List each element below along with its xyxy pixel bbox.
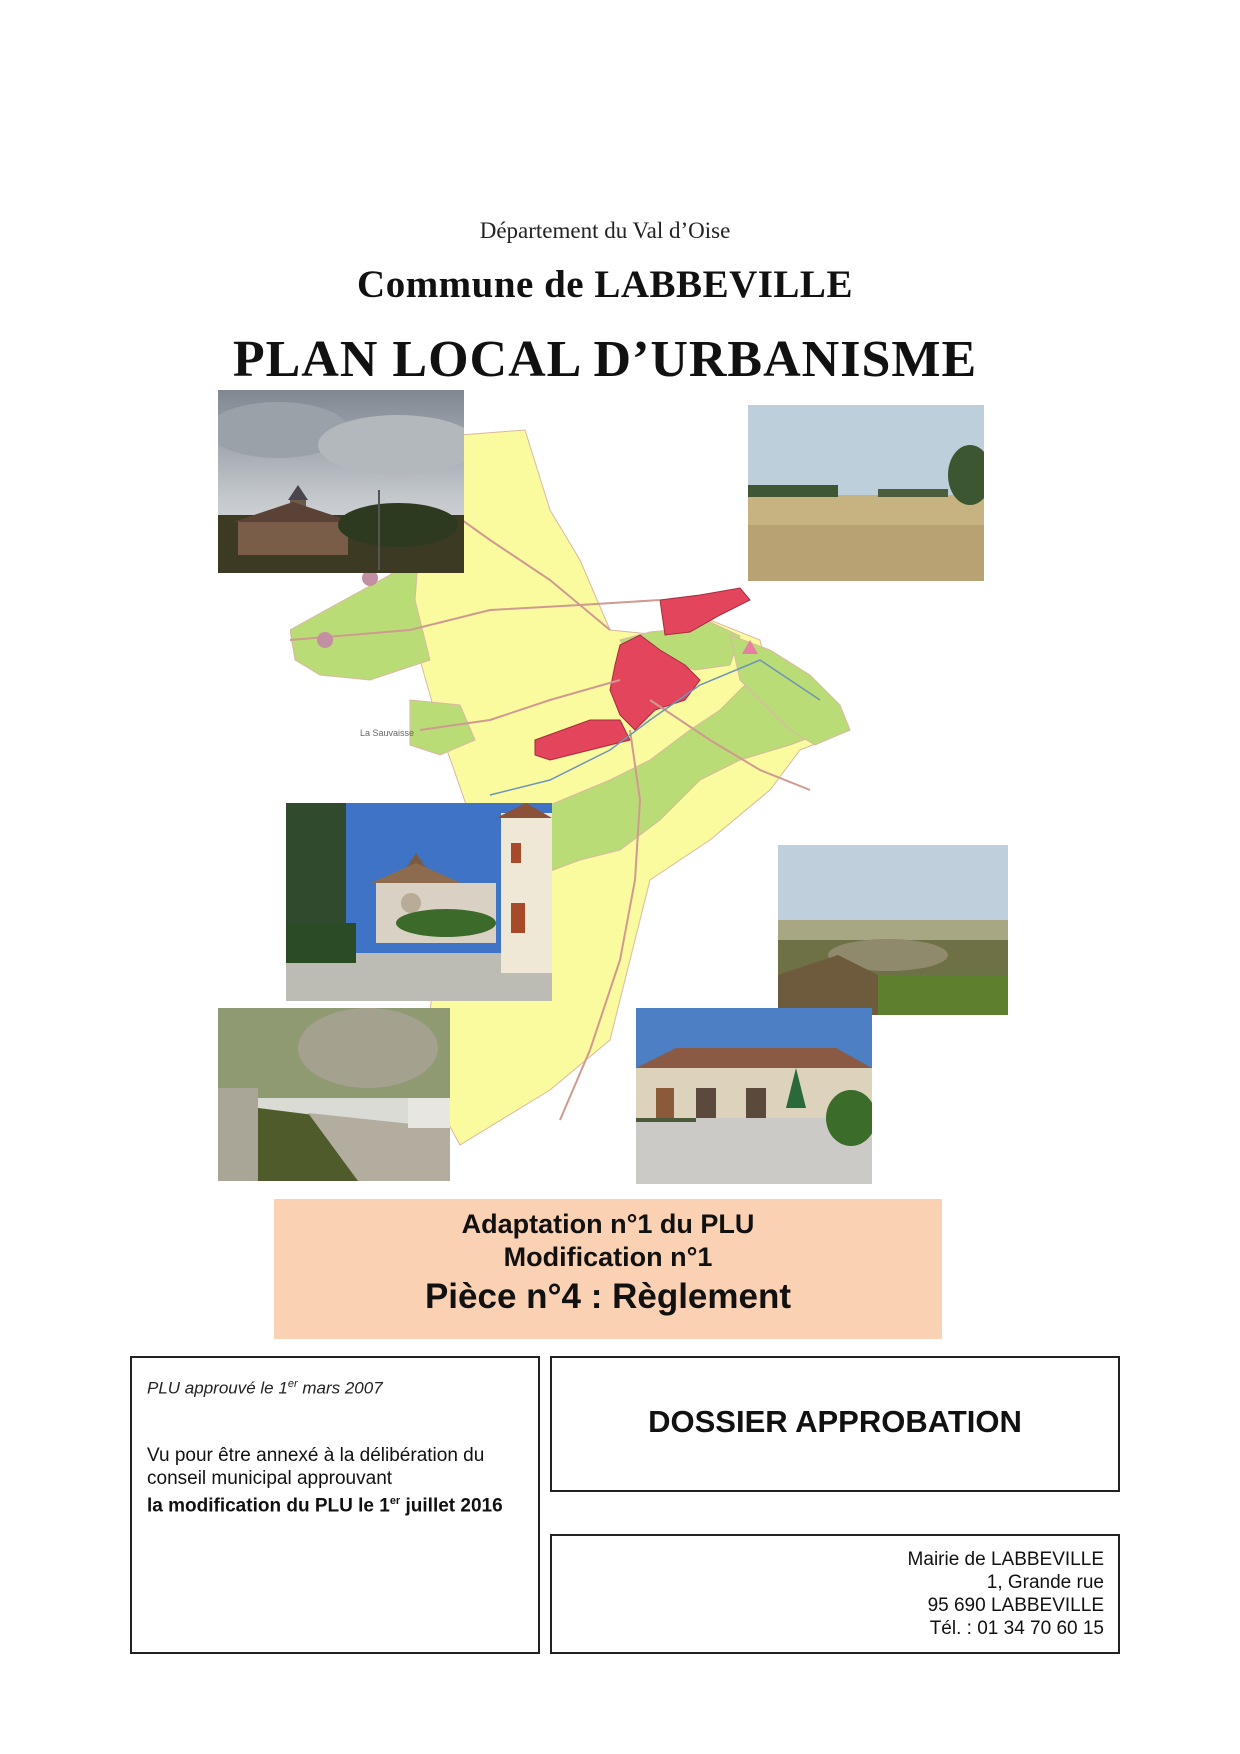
document-title: PLAN LOCAL D’URBANISME xyxy=(232,331,978,388)
annex-text xyxy=(147,1444,503,1517)
photo-field xyxy=(748,405,984,581)
annex-bold-prefix: la modification du PLU le 1 xyxy=(147,1495,390,1517)
map-marker xyxy=(317,632,333,648)
address-line-1: Mairie de LABBEVILLE xyxy=(907,1549,1104,1570)
annex-bold-suffix: juillet 2016 xyxy=(400,1495,503,1517)
address-line-4: Tél. : 01 34 70 60 15 xyxy=(929,1618,1104,1639)
annex-line-1: Vu pour être annexé à la délibération du xyxy=(147,1445,485,1466)
photo-path xyxy=(218,1008,450,1181)
approval-date-prefix: PLU approuvé le 1 xyxy=(147,1378,288,1398)
department-heading: Département du Val d’Oise xyxy=(479,218,731,243)
document-banner xyxy=(274,1199,942,1339)
dossier-label: DOSSIER APPROBATION xyxy=(648,1404,1022,1439)
commune-heading: Commune de LABBEVILLE xyxy=(357,263,853,306)
approval-date-sup: er xyxy=(287,1378,298,1390)
address-line-3: 95 690 LABBEVILLE xyxy=(927,1595,1104,1616)
map-place-label: La Sauvaisse xyxy=(360,728,415,738)
banner-modification: Modification n°1 xyxy=(503,1242,713,1272)
photo-courtyard xyxy=(636,1008,872,1184)
address-block xyxy=(908,1548,1104,1640)
annex-line-2: conseil municipal approuvant xyxy=(147,1468,393,1489)
banner-piece: Pièce n°4 : Règlement xyxy=(424,1277,792,1316)
photo-castle xyxy=(218,390,464,573)
approval-box xyxy=(130,1356,540,1654)
annex-bold-sup: er xyxy=(389,1495,401,1507)
approval-date-suffix: mars 2007 xyxy=(297,1378,383,1398)
photo-valley xyxy=(778,845,1008,1015)
annex-line-3 xyxy=(147,1490,503,1517)
approval-date xyxy=(147,1378,383,1399)
dossier-box xyxy=(550,1356,1120,1492)
address-line-2: 1, Grande rue xyxy=(986,1572,1104,1593)
address-box xyxy=(550,1534,1120,1654)
banner-adaptation: Adaptation n°1 du PLU xyxy=(461,1209,755,1239)
photo-church xyxy=(286,803,552,1001)
